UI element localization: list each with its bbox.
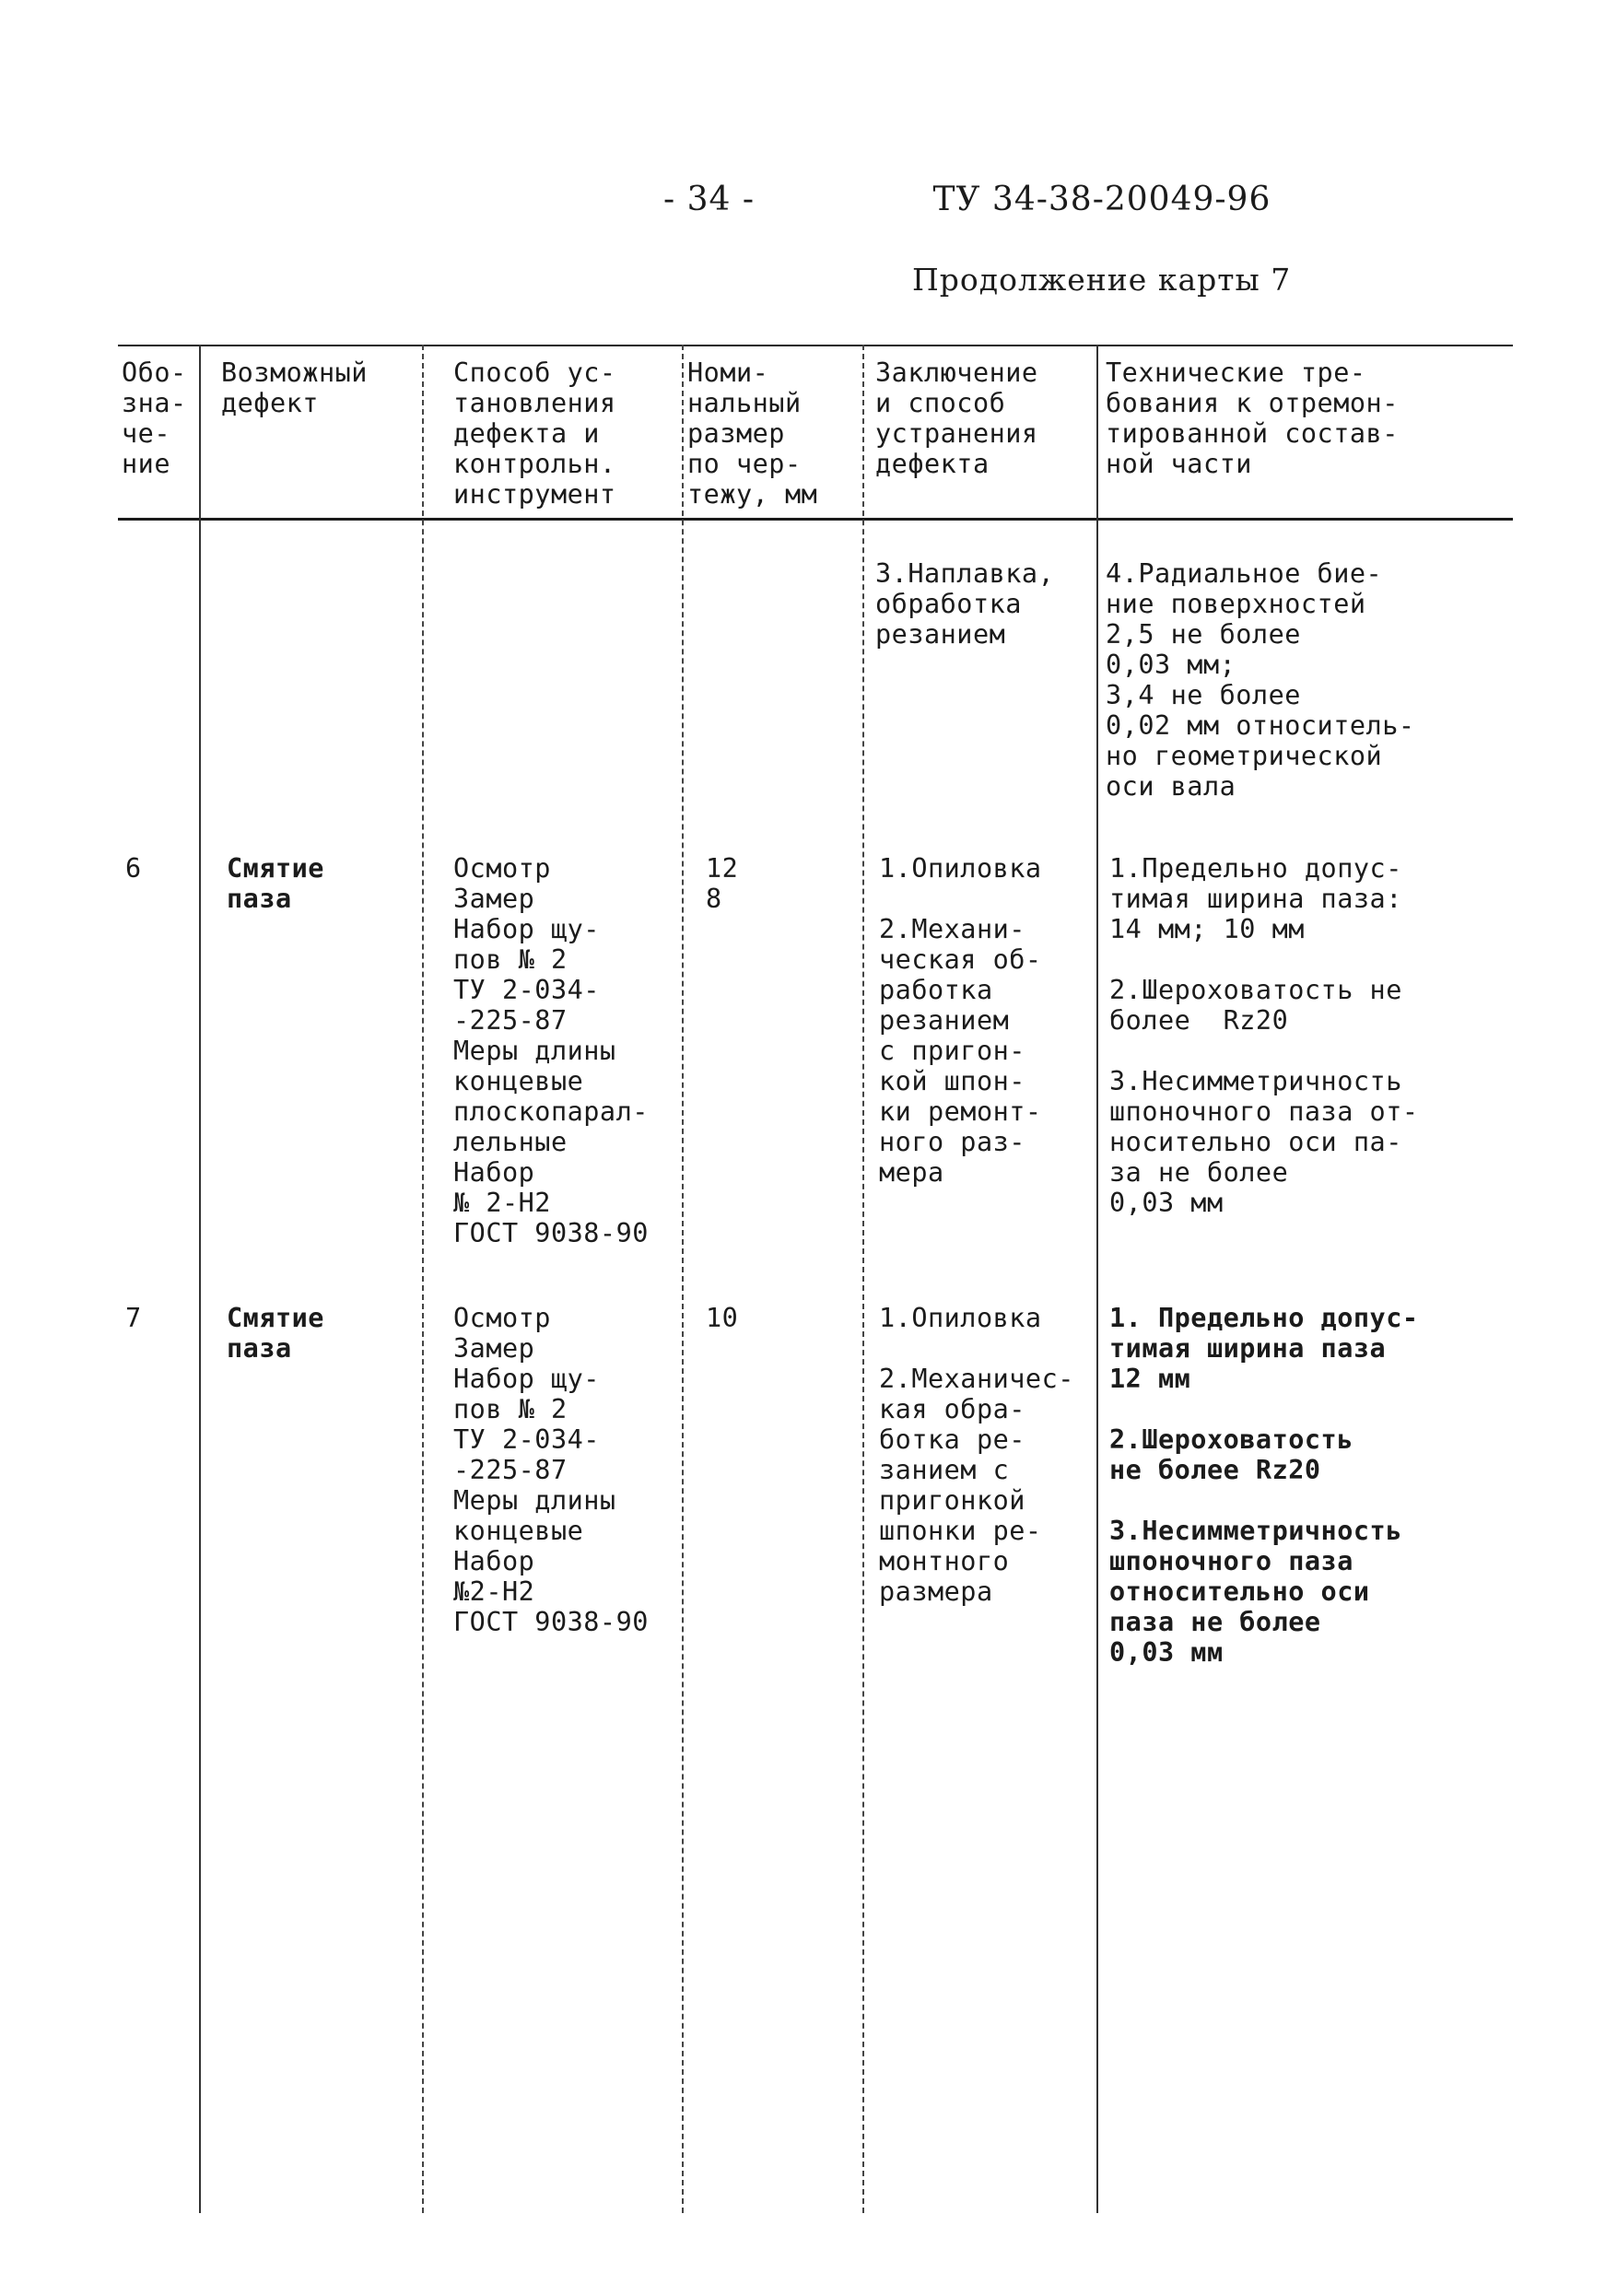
col-header-requirements: Технические тре- бования к отремон- тированной состав- ной части [1106,357,1399,479]
row-3-defect: Смятие паза [227,1303,324,1364]
row-2-method: Осмотр Замер Набор щу- пов № 2 ТУ 2-034- -225-87 Меры длины концевые плоскопарал- лельные Набор № 2-Н2 ГОСТ 9038-90 [453,853,649,1248]
continuation-title: Продолжение карты 7 [912,262,1292,298]
column-divider [422,345,424,2213]
defect-table [118,345,1513,2213]
column-divider [199,345,201,2213]
table-top-rule [118,345,1513,346]
row-3-remedy: 1.Опиловка 2.Механичес- кая обра- ботка ре- занием с пригонкой шпонки ре- монтного размера [879,1303,1074,1607]
row-3-nominal: 10 [706,1303,739,1333]
row-2-remedy: 1.Опиловка 2.Механи- ческая об- работка резанием с пригон- кой шпон- ки ремонт- ного раз- мера [879,853,1042,1188]
row-2-designation: 6 [125,853,142,884]
row-2-defect: Смятие паза [227,853,324,914]
col-header-remedy: Заключение и способ устранения дефекта [875,357,1038,479]
col-header-defect: Возможный дефект [221,357,368,418]
header-separator [118,518,1513,521]
column-divider [862,345,864,2213]
col-header-nominal: Номи- нальный размер по чер- тежу, мм [687,357,818,510]
col-header-designation: Обо- зна- че- ние [122,357,187,479]
row-1-requirements: 4.Радиальное бие- ние поверхностей 2,5 не более 0,03 мм; 3,4 не более 0,02 мм относитель- но геометрической оси вала [1106,558,1415,802]
col-header-method: Способ ус- тановления дефекта и контрольн. инструмент [453,357,616,510]
page-number: - 34 - [663,181,756,218]
row-1-remedy: 3.Наплавка, обработка резанием [875,558,1055,650]
page-header [663,181,1271,218]
column-divider [682,345,684,2213]
row-3-method: Осмотр Замер Набор щу- пов № 2 ТУ 2-034- -225-87 Меры длины концевые Набор №2-Н2 ГОСТ 9038-90 [453,1303,649,1637]
row-3-designation: 7 [125,1303,142,1333]
row-2-nominal: 12 8 [706,853,739,914]
row-2-requirements: 1.Предельно допус- тимая ширина паза: 14 мм; 10 мм 2.Шероховатость не более Rz20 3.Несимметричность шпоночного паза от- носительно оси па- за не более 0,03 мм [1109,853,1419,1218]
row-3-requirements: 1. Предельно допус- тимая ширина паза 12 мм 2.Шероховатость не более Rz20 3.Несимметричность шпоночного паза относительно оси паза не более 0,03 мм [1109,1303,1419,1668]
document-code: ТУ 34-38-20049-96 [932,181,1271,218]
column-divider [1096,345,1098,2213]
